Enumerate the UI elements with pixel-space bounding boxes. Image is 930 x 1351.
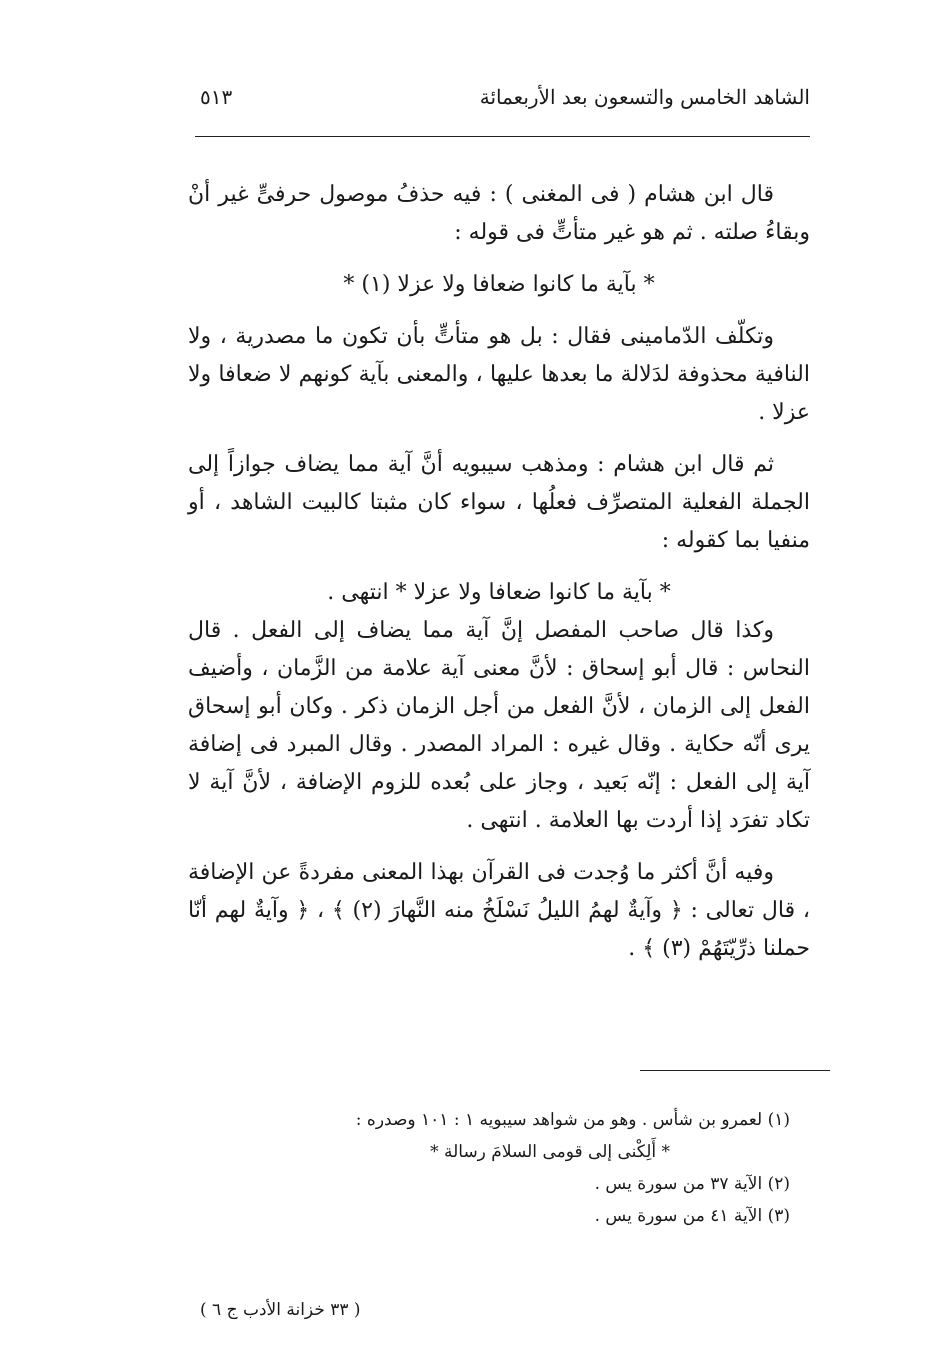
- paragraph-1: قال ابن هشام ( فى المغنى ) : فيه حذفُ موصول حرفىٍّ غير أنْ وبقاءُ صلته . ثم هو غير متأتٍّ فى قوله :: [188, 182, 810, 245]
- paragraph-4: وكذا قال صاحب المفصل إنَّ آية مما يضاف إلى الفعل . قال النحاس : قال أبو إسحاق : لأنَّ معنى آية علامة من الزَّمان ، وأضيف الفعل إلى الزمان ، لأنَّ الفعل من أجل الزمان ذكر . وكان أبو إسحاق يرى أنّه حكاية . وقال غيره : المراد المصدر . وقال المبرد فى إضافة آية إلى الفعل : إنّه بَعيد ، وجاز على بُعده للزوم الإضافة ، لأنَّ آية لا تكاد تفرَد إذا أردت بها العلامة . انتهى .: [188, 618, 810, 833]
- running-header: [195, 85, 810, 119]
- verse-1: * بآية ما كانوا ضعافا ولا عزلا (١) *: [343, 272, 655, 297]
- paragraph-5: وفيه أنَّ أكثر ما وُجدت فى القرآن بهذا المعنى مفردةً عن الإضافة ، قال تعالى : ﴿ وآيةٌ لهمُ الليلُ نَسْلَخُ منه النَّهارَ (٢) ﴾ ، ﴿ وآيةٌ لهم أنّا حملنا ذرِّيّتَهُمْ (٣) ﴾ .: [188, 860, 810, 961]
- paragraph-3: ثم قال ابن هشام : ومذهب سيبويه أنَّ آية مما يضاف جوازاً إلى الجملة الفعلية المتصرِّف فعلُها ، سواء كان مثبتا كالبيت الشاهد ، أو منفيا بما كقوله :: [188, 452, 810, 553]
- page-number: ٥١٣: [200, 85, 233, 109]
- footnote-divider: [640, 1070, 830, 1071]
- footnote-3: (٣) الآية ٤١ من سورة يس .: [594, 1206, 790, 1226]
- main-text: [188, 176, 810, 968]
- footnote-1-verse: * أَلِكْنى إلى قومى السلامَ رسالة *: [430, 1142, 670, 1162]
- footnote-1: (١) لعمرو بن شأس . وهو من شواهد سيبويه ١ : ١٠١ وصدره :: [355, 1110, 790, 1130]
- signature-mark: ( ٣٣ خزانة الأدب ج ٦ ): [200, 1300, 361, 1320]
- header-divider: [195, 136, 810, 137]
- footnote-2: (٢) الآية ٣٧ من سورة يس .: [594, 1174, 790, 1194]
- paragraph-2: وتكلّف الدّمامينى فقال : بل هو متأتٍّ بأن تكون ما مصدرية ، ولا النافية محذوفة لدَلالة ما بعدها عليها ، والمعنى بآية كونهم لا ضعافا ولا عزلا .: [188, 324, 810, 425]
- verse-2: * بآية ما كانوا ضعافا ولا عزلا * انتهى .: [327, 580, 671, 605]
- header-title: الشاهد الخامس والتسعون بعد الأربعمائة: [479, 85, 810, 109]
- footnotes: [300, 1104, 790, 1232]
